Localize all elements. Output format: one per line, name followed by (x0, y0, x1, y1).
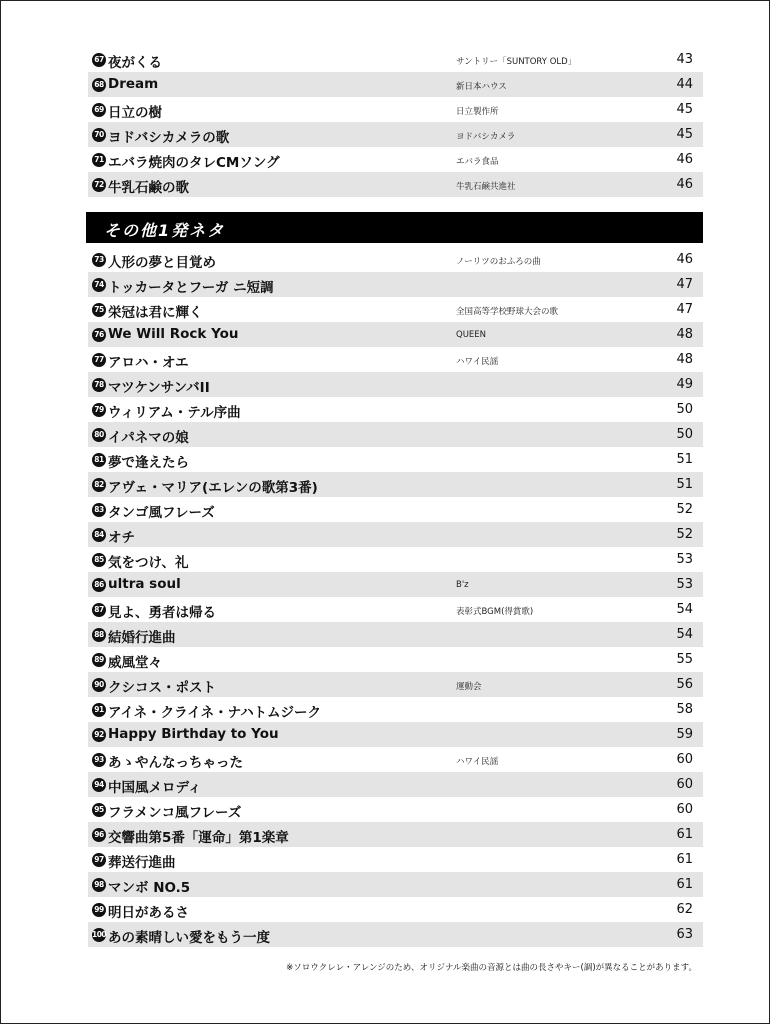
song-page-number: 54 (676, 602, 693, 617)
song-row (88, 122, 703, 147)
song-number-badge: 70 (92, 128, 106, 142)
song-number-badge: 97 (92, 853, 106, 867)
song-row (88, 572, 703, 597)
song-note: 表彰式BGM(得賞歌) (456, 607, 534, 617)
song-number-badge: 100 (92, 928, 106, 942)
song-number-badge: 88 (92, 628, 106, 642)
song-page-number: 53 (676, 577, 693, 592)
song-title: トッカータとフーガ ニ短調 (108, 280, 274, 296)
song-number-badge: 68 (92, 78, 106, 92)
song-page-number: 55 (676, 652, 693, 667)
song-row (88, 472, 703, 497)
song-number-badge: 82 (92, 478, 106, 492)
song-page-number: 61 (676, 827, 693, 842)
song-title: 気をつけ、礼 (108, 555, 189, 571)
song-page-number: 58 (676, 702, 693, 717)
song-number-badge: 95 (92, 803, 106, 817)
song-title: ヨドバシカメラの歌 (108, 130, 230, 146)
song-page-number: 54 (676, 627, 693, 642)
song-title: 中国風メロディ (108, 780, 202, 796)
song-note: 運動会 (456, 682, 482, 692)
song-row (88, 722, 703, 747)
song-title: Happy Birthday to You (108, 726, 279, 742)
song-page-number: 43 (676, 52, 693, 67)
song-note: ノーリツのおふろの曲 (456, 257, 541, 267)
song-title: 威風堂々 (108, 655, 162, 671)
song-number-badge: 85 (92, 553, 106, 567)
song-title: 交響曲第5番「運命」第1楽章 (108, 830, 289, 846)
song-number-badge: 91 (92, 703, 106, 717)
song-page-number: 51 (676, 477, 693, 492)
song-row (88, 522, 703, 547)
song-note: 全国高等学校野球大会の歌 (456, 307, 559, 317)
song-title: 栄冠は君に輝く (108, 305, 203, 321)
song-page-number: 50 (676, 427, 693, 442)
song-page-number: 53 (676, 552, 693, 567)
song-row (88, 322, 703, 347)
song-number-badge: 69 (92, 103, 106, 117)
song-number-badge: 74 (92, 278, 106, 292)
song-number-badge: 96 (92, 828, 106, 842)
song-title: ウィリアム・テル序曲 (108, 405, 241, 421)
song-page-number: 61 (676, 877, 693, 892)
song-title: 夜がくる (108, 55, 162, 71)
song-note: 牛乳石鹸共進社 (456, 182, 516, 192)
song-number-badge: 87 (92, 603, 106, 617)
song-row (88, 872, 703, 897)
song-page-number: 48 (676, 327, 693, 342)
song-title: イパネマの娘 (108, 430, 189, 446)
song-title: あの素晴しい愛をもう一度 (108, 930, 270, 946)
song-note: QUEEN (456, 330, 487, 340)
song-row (88, 47, 703, 72)
song-row (88, 797, 703, 822)
song-number-badge: 81 (92, 453, 106, 467)
song-title: あゝやんなっちゃった (108, 755, 243, 771)
song-page-number: 60 (676, 777, 693, 792)
song-number-badge: 67 (92, 53, 106, 67)
song-list-commercials (88, 47, 703, 197)
song-title: アロハ・オエ (108, 355, 189, 371)
song-title: We Will Rock You (108, 326, 239, 342)
song-number-badge: 99 (92, 903, 106, 917)
song-number-badge: 89 (92, 653, 106, 667)
song-row (88, 97, 703, 122)
song-number-badge: 79 (92, 403, 106, 417)
song-row (88, 347, 703, 372)
song-number-badge: 80 (92, 428, 106, 442)
song-page-number: 52 (676, 527, 693, 542)
song-page-number: 60 (676, 752, 693, 767)
song-row (88, 697, 703, 722)
song-page-number: 47 (676, 277, 693, 292)
song-row (88, 72, 703, 97)
song-number-badge: 92 (92, 728, 106, 742)
song-note: エバラ食品 (456, 157, 499, 167)
song-number-badge: 84 (92, 528, 106, 542)
song-note: 新日本ハウス (456, 82, 507, 92)
song-row (88, 922, 703, 947)
song-title: オチ (108, 530, 135, 546)
song-title: 明日があるさ (108, 905, 189, 921)
song-page-number: 47 (676, 302, 693, 317)
song-page-number: 50 (676, 402, 693, 417)
song-row (88, 397, 703, 422)
footnote: ※ソロウクレレ・アレンジのため、オリジナル楽曲の音源とは曲の長さやキー(調)が異なることがあります。 (286, 963, 697, 973)
song-note: ハワイ民謡 (456, 757, 499, 767)
section-header (86, 212, 703, 243)
song-number-badge: 75 (92, 303, 106, 317)
song-number-badge: 71 (92, 153, 106, 167)
song-row (88, 847, 703, 872)
song-title: 人形の夢と目覚め (108, 255, 216, 271)
song-title: 牛乳石鹸の歌 (108, 180, 189, 196)
song-page-number: 61 (676, 852, 693, 867)
song-number-badge: 76 (92, 328, 106, 342)
song-page-number: 46 (676, 252, 693, 267)
song-row (88, 247, 703, 272)
song-row (88, 822, 703, 847)
song-note: ハワイ民謡 (456, 357, 499, 367)
song-note: サントリー「SUNTORY OLD」 (456, 57, 577, 67)
song-title: フラメンコ風フレーズ (108, 805, 242, 821)
song-row (88, 147, 703, 172)
song-row (88, 272, 703, 297)
song-page-number: 63 (676, 927, 693, 942)
song-number-badge: 83 (92, 503, 106, 517)
song-page-number: 56 (676, 677, 693, 692)
song-title: ultra soul (108, 576, 181, 592)
song-row (88, 622, 703, 647)
song-row (88, 547, 703, 572)
song-page-number: 46 (676, 177, 693, 192)
song-row (88, 497, 703, 522)
song-title: アヴェ・マリア(エレンの歌第3番) (108, 480, 318, 496)
song-note: ヨドバシカメラ (456, 132, 516, 142)
song-page-number: 62 (676, 902, 693, 917)
song-row (88, 747, 703, 772)
section-title: その他1発ネタ (104, 221, 226, 240)
song-number-badge: 77 (92, 353, 106, 367)
song-row (88, 647, 703, 672)
song-note: 日立製作所 (456, 107, 499, 117)
song-number-badge: 93 (92, 753, 106, 767)
song-title: マンボ NO.5 (108, 880, 191, 896)
song-row (88, 597, 703, 622)
song-title: タンゴ風フレーズ (108, 505, 215, 521)
song-title: Dream (108, 76, 159, 92)
song-title: 日立の樹 (108, 105, 162, 121)
song-title: エバラ焼肉のタレCMソング (108, 155, 280, 171)
song-page-number: 46 (676, 152, 693, 167)
song-number-badge: 78 (92, 378, 106, 392)
song-row (88, 172, 703, 197)
song-title: 葬送行進曲 (108, 855, 176, 871)
song-page-number: 51 (676, 452, 693, 467)
song-title: 見よ、勇者は帰る (108, 605, 216, 621)
song-row (88, 422, 703, 447)
song-list-other (88, 247, 703, 947)
song-page-number: 45 (676, 127, 693, 142)
song-row (88, 372, 703, 397)
song-note: B'z (456, 580, 469, 590)
song-row (88, 772, 703, 797)
song-title: アイネ・クライネ・ナハトムジーク (108, 705, 322, 721)
song-page-number: 44 (676, 77, 693, 92)
song-number-badge: 73 (92, 253, 106, 267)
song-page-number: 45 (676, 102, 693, 117)
song-page-number: 52 (676, 502, 693, 517)
song-page-number: 60 (676, 802, 693, 817)
song-number-badge: 94 (92, 778, 106, 792)
song-title: クシコス・ポスト (108, 680, 216, 696)
song-row (88, 897, 703, 922)
song-page-number: 49 (676, 377, 693, 392)
song-row (88, 672, 703, 697)
song-title: 結婚行進曲 (108, 630, 176, 646)
song-number-badge: 72 (92, 178, 106, 192)
song-number-badge: 90 (92, 678, 106, 692)
song-row (88, 297, 703, 322)
song-title: マツケンサンバII (108, 380, 210, 396)
song-title: 夢で逢えたら (108, 455, 189, 471)
song-page-number: 59 (676, 727, 693, 742)
song-number-badge: 98 (92, 878, 106, 892)
song-number-badge: 86 (92, 578, 106, 592)
song-row (88, 447, 703, 472)
song-page-number: 48 (676, 352, 693, 367)
